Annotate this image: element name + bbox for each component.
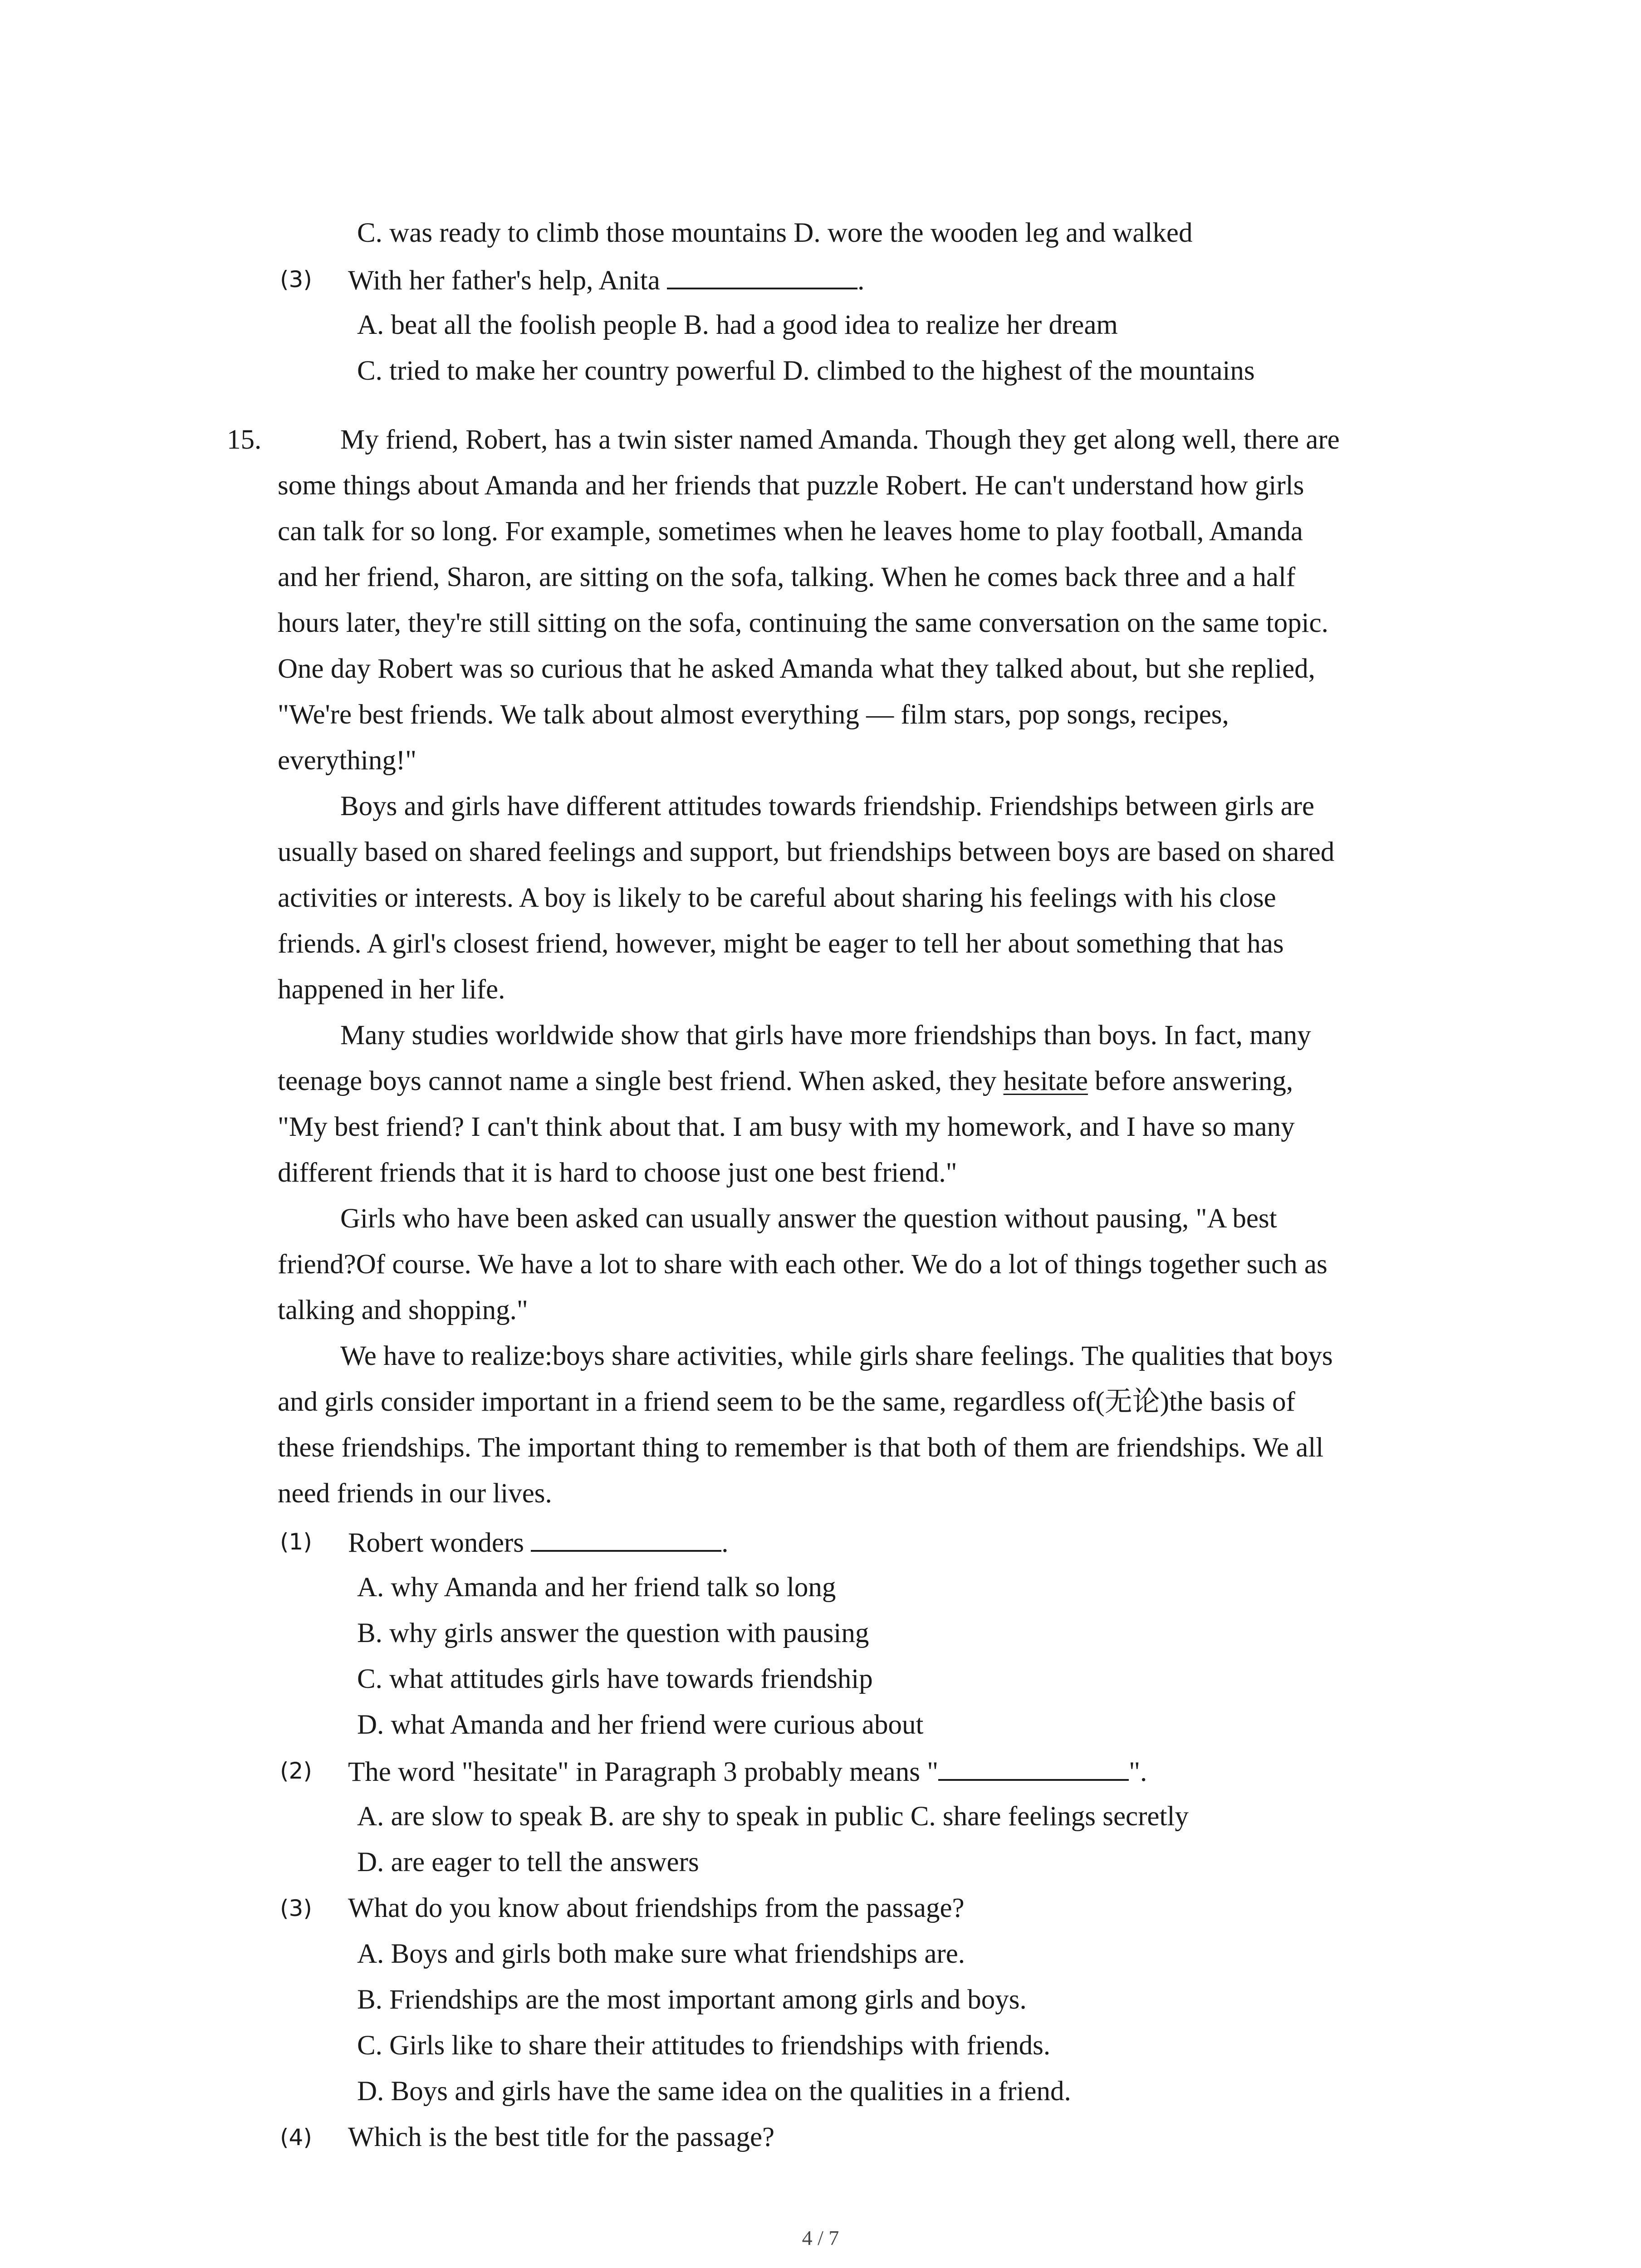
option-a[interactable]: A. why Amanda and her friend talk so long bbox=[357, 1572, 836, 1603]
text-line: hours later, they're still sitting on the sofa, continuing the same conversation on the same topic. bbox=[278, 608, 1328, 638]
q15-4-stem: Which is the best title for the passage? bbox=[348, 2122, 775, 2152]
text-line: Girls who have been asked can usually answer the question without pausing, "A best bbox=[340, 1203, 1277, 1234]
text-line: friend?Of course. We have a lot to share with each other. We do a lot of things together such as bbox=[278, 1249, 1327, 1280]
text-line: Many studies worldwide show that girls have more friendships than boys. In fact, many bbox=[340, 1020, 1311, 1051]
text-line: One day Robert was so curious that he asked Amanda what they talked about, but she replied, bbox=[278, 654, 1315, 684]
q15-3-stem: What do you know about friendships from the passage? bbox=[348, 1893, 965, 1923]
option-d[interactable]: D. Boys and girls have the same idea on the qualities in a friend. bbox=[357, 2076, 1071, 2107]
options-abc[interactable]: A. are slow to speak B. are shy to speak in public C. share feelings secretly bbox=[357, 1801, 1189, 1832]
text-line: different friends that it is hard to choose just one best friend." bbox=[278, 1158, 957, 1188]
option-a[interactable]: A. Boys and girls both make sure what friendships are. bbox=[357, 1939, 965, 1969]
q15-1-number: (1) bbox=[280, 1529, 312, 1555]
option-b[interactable]: B. Friendships are the most important among girls and boys. bbox=[357, 1984, 1027, 2015]
text-line: talking and shopping." bbox=[278, 1295, 528, 1325]
q15-1-stem: Robert wonders . bbox=[348, 1524, 728, 1560]
text-line: happened in her life. bbox=[278, 974, 505, 1005]
answer-blank[interactable] bbox=[531, 1524, 721, 1552]
option-d[interactable]: D. are eager to tell the answers bbox=[357, 1847, 699, 1877]
text-line: "We're best friends. We talk about almost everything — film stars, pop songs, recipes, bbox=[278, 699, 1229, 730]
text-line: teenage boys cannot name a single best friend. When asked, they hesitate before answering, bbox=[278, 1066, 1293, 1096]
answer-blank[interactable] bbox=[667, 261, 857, 289]
underlined-word-hesitate: hesitate bbox=[1003, 1066, 1088, 1096]
text-line: Boys and girls have different attitudes towards friendship. Friendships between girls are bbox=[340, 791, 1314, 821]
q15-3-number: (3) bbox=[280, 1895, 312, 1921]
text-line: "My best friend? I can't think about that. I am busy with my homework, and I have so many bbox=[278, 1112, 1295, 1142]
text-line: activities or interests. A boy is likely to be careful about sharing his feelings with his close bbox=[278, 883, 1276, 913]
text-line: and her friend, Sharon, are sitting on the sofa, talking. When he comes back three and a half bbox=[278, 562, 1296, 592]
option-c[interactable]: C. what attitudes girls have towards friendship bbox=[357, 1664, 873, 1694]
option-d[interactable]: D. what Amanda and her friend were curious about bbox=[357, 1710, 924, 1740]
q14-3-stem: With her father's help, Anita . bbox=[348, 261, 864, 298]
text-line: these friendships. The important thing to remember is that both of them are friendships. We all bbox=[278, 1432, 1324, 1463]
option-b[interactable]: B. why girls answer the question with pausing bbox=[357, 1618, 869, 1648]
text-line: and girls consider important in a friend seem to be the same, regardless of(无论)the basis of bbox=[278, 1387, 1295, 1417]
q15-4-number: (4) bbox=[280, 2124, 312, 2151]
q14-2-options-cd: C. was ready to climb those mountains D. wore the wooden leg and walked bbox=[357, 218, 1193, 248]
text-line: We have to realize:boys share activities, while girls share feelings. The qualities that boys bbox=[340, 1341, 1333, 1371]
answer-blank[interactable] bbox=[938, 1753, 1129, 1781]
text-line: friends. A girl's closest friend, however, might be eager to tell her about something that has bbox=[278, 929, 1284, 959]
q14-3-number: (3) bbox=[280, 266, 312, 293]
text-line: everything!" bbox=[278, 745, 417, 776]
text-line: need friends in our lives. bbox=[278, 1478, 552, 1509]
q14-3-options-ab: A. beat all the foolish people B. had a good idea to realize her dream bbox=[357, 310, 1118, 340]
question-15-number: 15. bbox=[227, 425, 262, 455]
option-c[interactable]: C. Girls like to share their attitudes to friendships with friends. bbox=[357, 2030, 1051, 2061]
text-line: usually based on shared feelings and support, but friendships between boys are based on shared bbox=[278, 837, 1335, 867]
text-line: can talk for so long. For example, sometimes when he leaves home to play football, Amanda bbox=[278, 516, 1303, 547]
page-number: 4 / 7 bbox=[802, 2226, 839, 2249]
text-line: My friend, Robert, has a twin sister named Amanda. Though they get along well, there are bbox=[340, 425, 1340, 455]
text-line: some things about Amanda and her friends that puzzle Robert. He can't understand how girls bbox=[278, 470, 1304, 501]
q15-2-stem: The word "hesitate" in Paragraph 3 probably means " ". bbox=[348, 1753, 1147, 1789]
q15-2-number: (2) bbox=[280, 1758, 312, 1784]
q14-3-options-cd: C. tried to make her country powerful D. climbed to the highest of the mountains bbox=[357, 356, 1255, 386]
